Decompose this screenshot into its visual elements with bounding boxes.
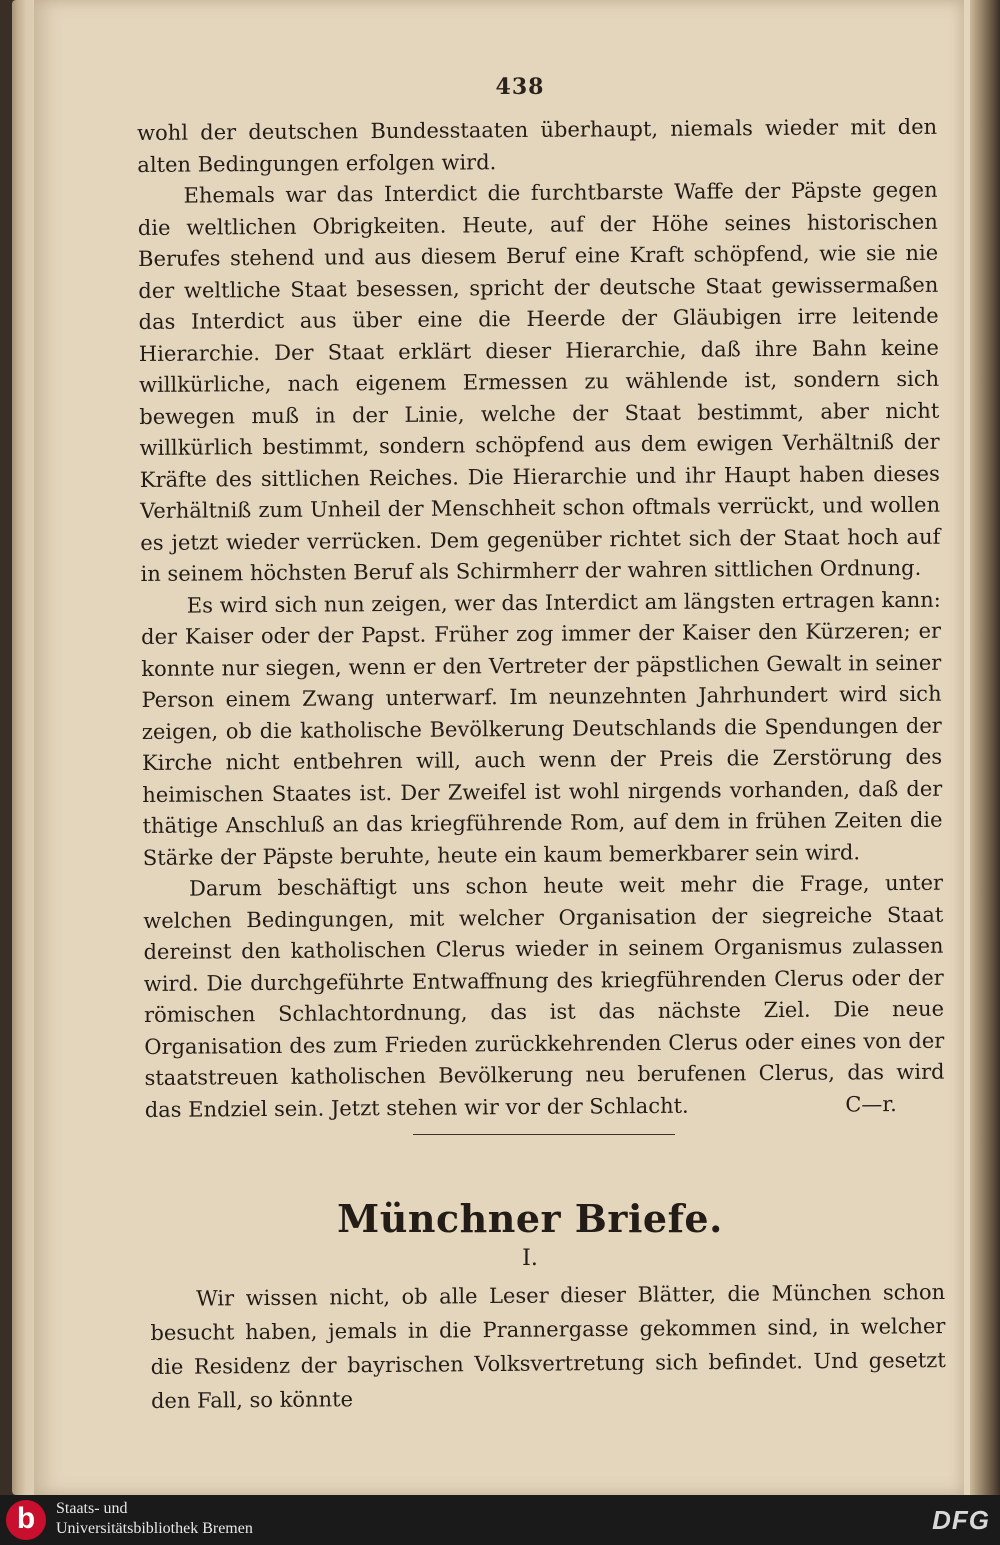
- paragraph-muenchen: Wir wissen nicht, ob alle Leser dieser Blätter, die München schon besucht haben, jemals in die Prannergasse gekommen sind, in welcher die Residenz der bayrischen Volksvertretung sich befindet. Und gesetzt den Fall, so könnte: [150, 1280, 946, 1413]
- section-divider: [413, 1134, 675, 1135]
- section-number: I.: [522, 1246, 538, 1271]
- author-signature: C—r.: [845, 1092, 897, 1117]
- article-body: [137, 112, 945, 1127]
- book-spine-edge: [970, 0, 1000, 1495]
- section-body: [150, 1275, 946, 1418]
- paragraph-continuation: wohl der deutschen Bundesstaaten überhaupt, niemals wieder mit den alten Bedingungen erfolgen wird.: [137, 114, 938, 177]
- dfg-logo[interactable]: DFG: [932, 1505, 990, 1535]
- section-title: Münchner Briefe.: [337, 1196, 723, 1241]
- library-logo-letter: b: [16, 1501, 36, 1535]
- paragraph-interdict: Ehemals war das Interdict die furchtbarste Waffe der Päpste gegen die weltlichen Obrigkeiten. Heute, auf der Höhe seines historischen Berufes stehend und aus diesem Beruf eine Kraft schöpfend, wie sie nie der weltliche Staat besessen, spricht der deutsche Staat gewissermaßen das Interdict aus über eine die Heerde der Gläubigen irre leitende Hierarchie. Der Staat erklärt dieser Hierarchie, daß ihre Bahn keine willkürliche, nach eigenem Ermessen zu wählende ist, sondern sich bewegen muß in der Linie, welche der Staat bestimmt, aber nicht willkürlich bestimmt, sondern schöpfend aus dem ewigen Verhältniß der Kräfte des sittlichen Reiches. Die Hierarchie und ihr Haupt haben dieses Verhältniß zum Unheil der Menschheit schon oftmals verrückt, und wollen es jetzt wieder verrücken. Dem gegenüber richtet sich der Staat hoch auf in seinem höchsten Beruf als Schirmherr der wahren sittlichen Ordnung.: [137, 177, 941, 586]
- institution-name-line2[interactable]: Universitätsbibliothek Bremen: [56, 1520, 253, 1537]
- paragraph-kaiser-papst: Es wird sich nun zeigen, wer das Interdict am längsten ertragen kann: der Kaiser oder der Papst. Früher zog immer der Kaiser den Kürzeren; er konnte nur siegen, wenn er den Vertreter der päpstlichen Gewalt in seiner Person einem Zwang unterwarf. Im neunzehnten Jahrhundert wird sich zeigen, ob die katholische Bevölkerung Deutschlands die Spendungen der Kirche nicht entbehren will, auch wenn der Preis die Zerstörung des heimischen Staates ist. Der Zweifel ist wohl nirgends vorhanden, daß der thätige Anschluß an das kriegführende Rom, auf dem in frühen Zeiten die Stärke der Päpste beruhte, heute ein kaum bemerkbarer sein wird.: [140, 587, 943, 870]
- library-logo-icon[interactable]: [6, 1500, 46, 1540]
- page-number: 438: [495, 74, 545, 100]
- paragraph-organisation: Darum beschäftigt uns schon heute weit mehr die Frage, unter welchen Bedingungen, mit welcher Organisation der siegreiche Staat dereinst den katholischen Clerus wieder in seinem Organismus zulassen wird. Die durchgeführte Entwaffnung des kriegführenden Clerus oder der römischen Schlachtordnung, das ist das nächste Ziel. Die neue Organisation des zum Frieden zurückkehrenden Clerus oder eines von der staatstreuen katholischen Bevölkerung neu berufenen Clerus, das wird das Endziel sein. Jetzt stehen wir vor der Schlacht.: [143, 870, 945, 1122]
- institution-name-line1[interactable]: Staats- und: [56, 1500, 128, 1517]
